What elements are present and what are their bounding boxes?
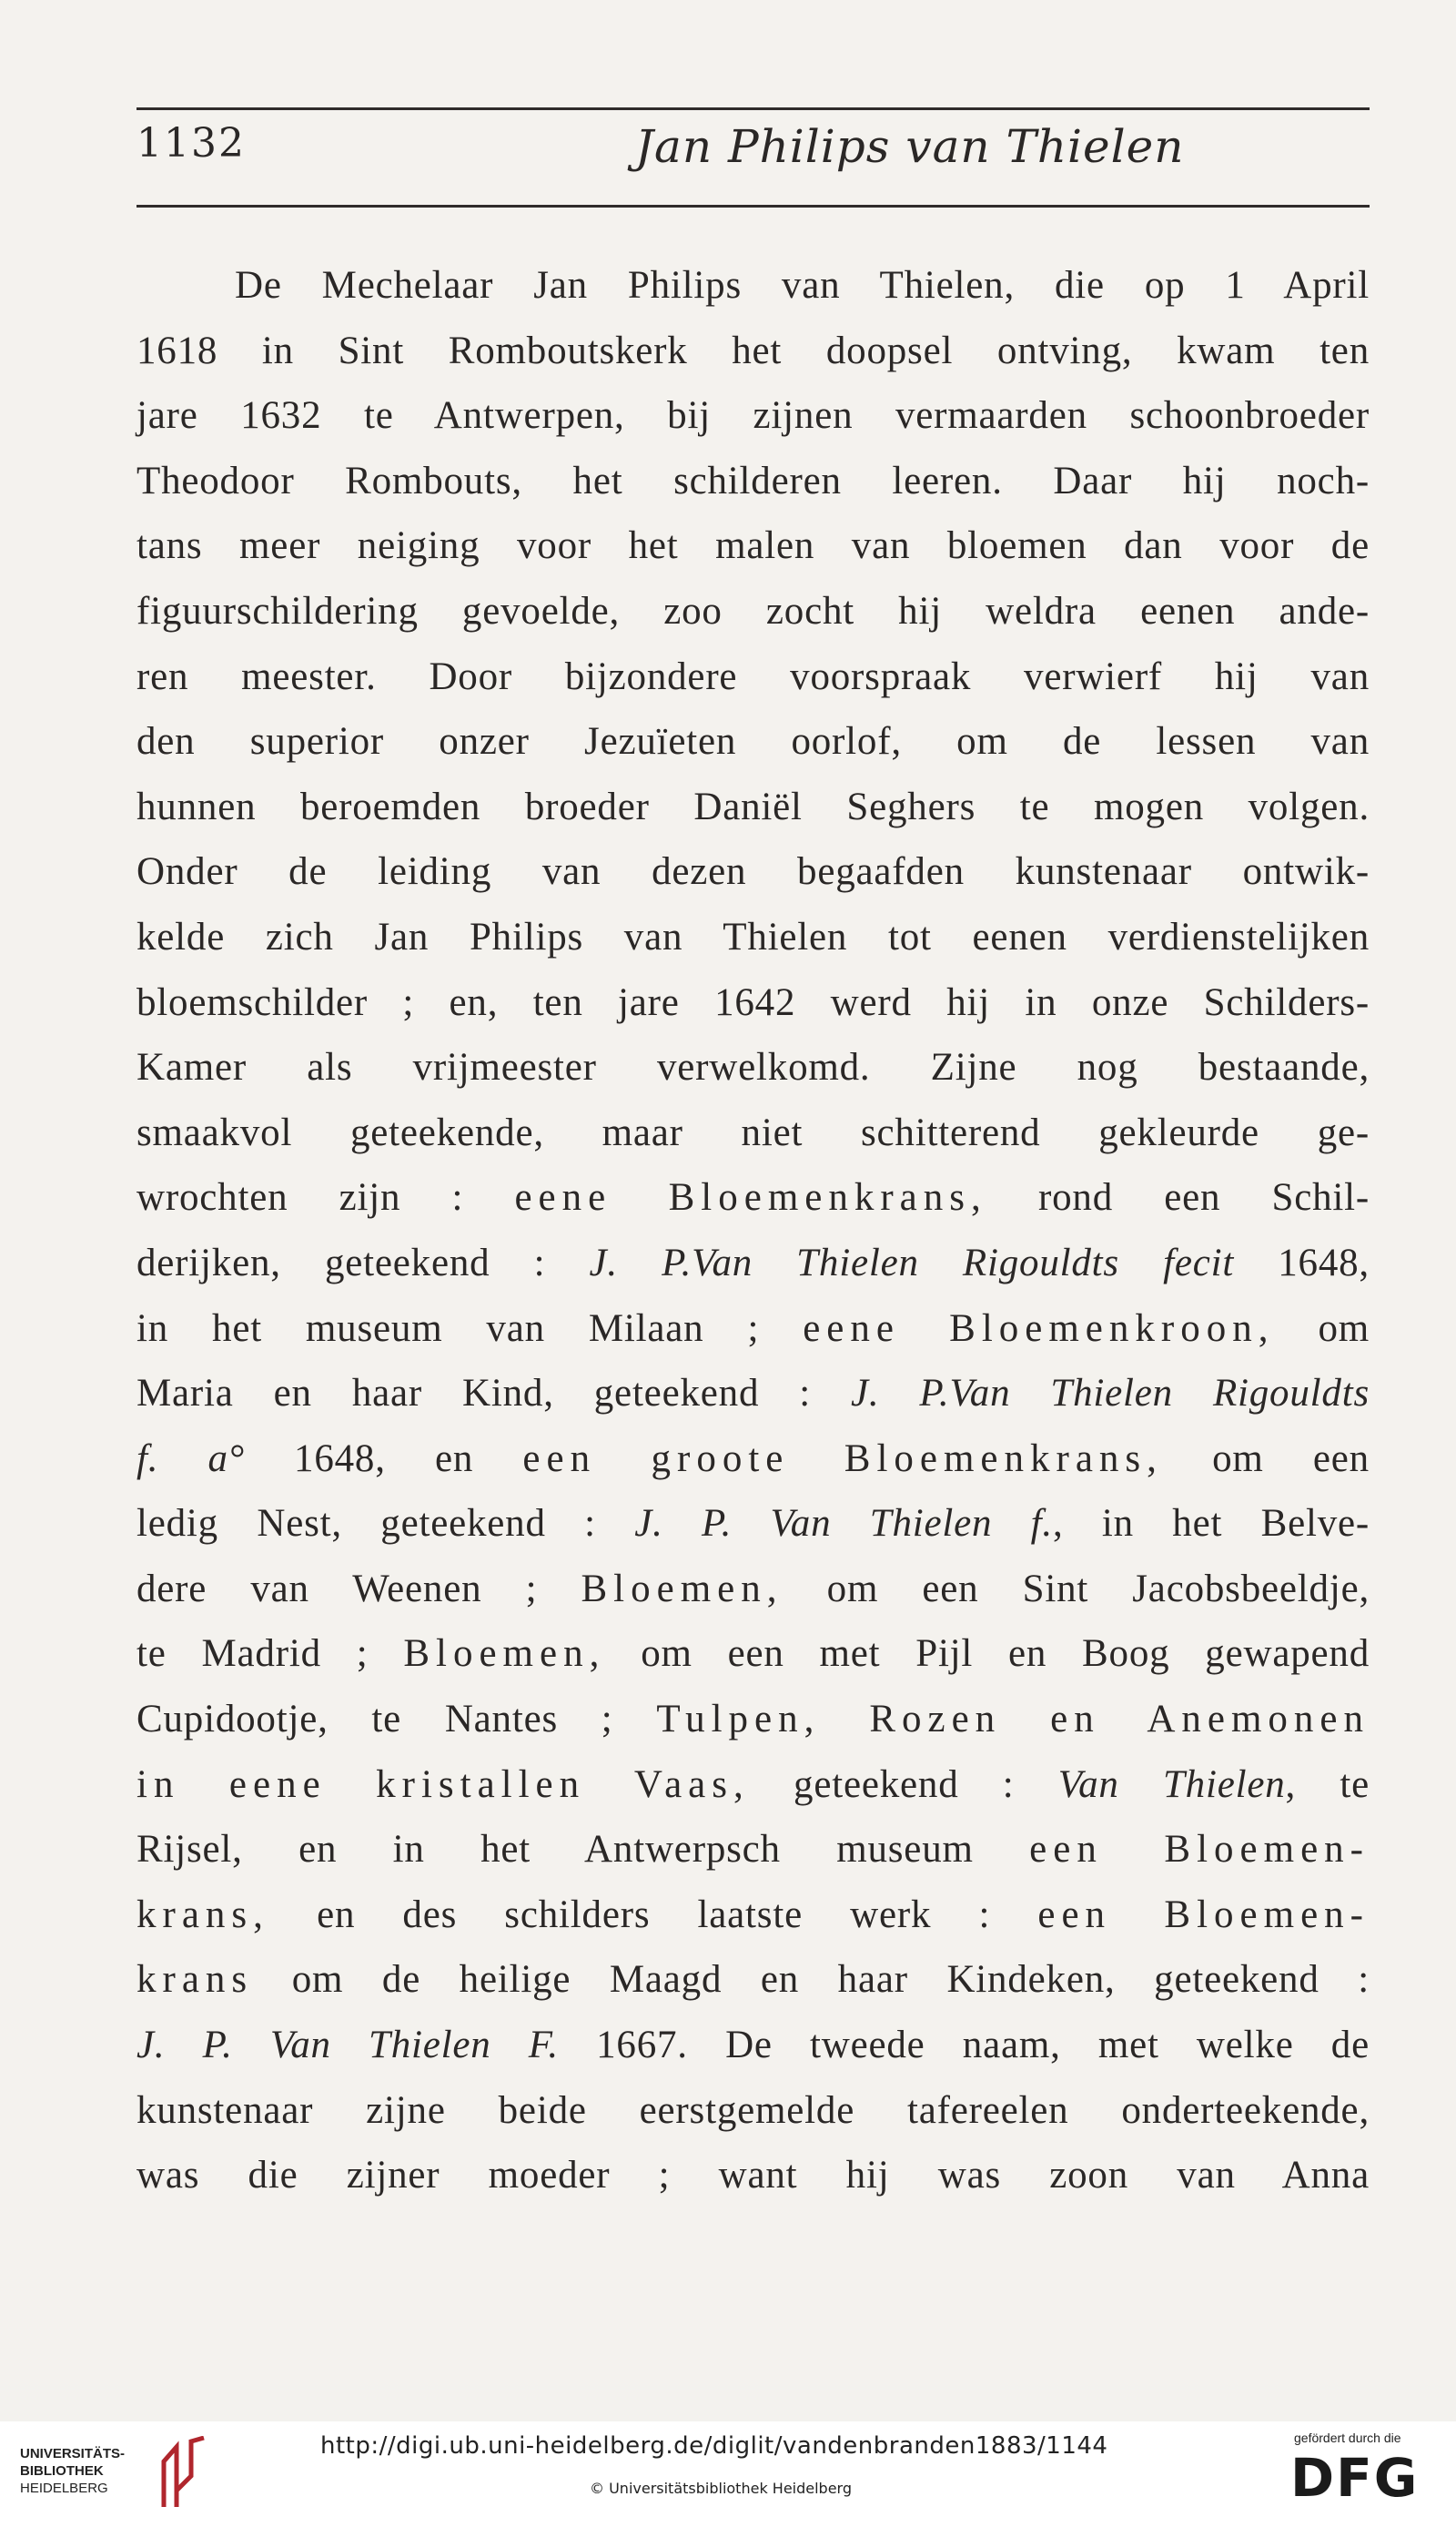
text-line (136, 1231, 1370, 1296)
spaced-title: krans, (136, 1893, 269, 1936)
text-line: ren meester. Door bijzondere voorspraak verwierf hij van (136, 655, 1370, 698)
text-run: rond een Schil- (1037, 1176, 1370, 1220)
text-run: Maria en haar Kind, geteekend : (136, 1372, 811, 1416)
signature-italic: J. P. Van Thielen F. (136, 2024, 559, 2067)
text-run: te Madrid ; (136, 1632, 369, 1676)
text-line (136, 1296, 1370, 1362)
text-line: Theodoor Rombouts, het schilderen leeren. Daar hij noch- (136, 459, 1370, 502)
text-run: om een Sint Jacobsbeeldje, (826, 1567, 1370, 1610)
signature-italic: J. P. Van Thielen f. (634, 1502, 1053, 1546)
spaced-title: een groote Bloemenkrans, (522, 1436, 1163, 1480)
signature-italic: Van Thielen (1057, 1762, 1286, 1806)
text-line: figuurschildering gevoelde, zoo zocht hij weldra eenen ande- (136, 589, 1370, 633)
text-run: derijken, geteekend : (136, 1241, 546, 1284)
text-line: hunnen beroemden broeder Daniël Seghers te mogen volgen. (136, 785, 1370, 828)
spaced-title: een Bloemen- (1037, 1893, 1370, 1936)
spaced-title: krans (136, 1958, 254, 2002)
text-run: wrochten zijn : (136, 1176, 464, 1220)
logo-text (20, 2445, 125, 2497)
spaced-title: Bloemen, (581, 1567, 784, 1610)
text-line: bloemschilder ; en, ten jare 1642 werd hij in onze Schilders- (136, 980, 1370, 1024)
spaced-title: een Bloemen- (1029, 1828, 1370, 1872)
text-line (136, 1491, 1370, 1557)
text-line (136, 1557, 1370, 1622)
text-run: om een met Pijl en Boog gewapend (641, 1632, 1370, 1676)
dfg-logo (1272, 2431, 1445, 2518)
text-run: , te (1285, 1762, 1370, 1806)
text-line: De Mechelaar Jan Philips van Thielen, die op 1 April (235, 264, 1370, 307)
text-run: Rijsel, en in het Antwerpsch museum (136, 1828, 974, 1872)
text-run: om de heilige Maagd en haar Kindeken, geteekend : (291, 1958, 1370, 2002)
page-header (136, 120, 1370, 189)
text-line: kunstenaar zijne beide eerstgemelde tafereelen onderteekende, (136, 2088, 1370, 2132)
university-library-logo (20, 2432, 211, 2509)
text-run: om (1318, 1306, 1370, 1350)
header-rule-top (136, 107, 1370, 110)
text-run: geteekend : (794, 1762, 1015, 1806)
dfg-mark: DFG (1290, 2447, 1420, 2509)
text-line (136, 1165, 1370, 1231)
text-line: Onder de leiding van dezen begaafden kunstenaar ontwik- (136, 850, 1370, 894)
text-line: kelde zich Jan Philips van Thielen tot eenen verdienstelijken (136, 915, 1370, 959)
text-line: 1618 in Sint Romboutskerk het doopsel ontving, kwam ten (136, 329, 1370, 372)
logo-line: BIBLIOTHEK (20, 2463, 104, 2479)
signature-italic: J. P.Van Thielen Rigouldts fecit (589, 1241, 1235, 1284)
body-text (136, 253, 1370, 2208)
spaced-title: Tulpen, Rozen en Anemonen (656, 1698, 1370, 1741)
logo-line: UNIVERSITÄTS- (20, 2446, 126, 2461)
text-run: dere van Weenen ; (136, 1567, 538, 1610)
dfg-label: gefördert durch die (1294, 2431, 1401, 2445)
text-line (136, 1687, 1370, 1752)
running-title: Jan Philips van Thielen (635, 120, 1185, 173)
text-line (136, 1426, 1370, 1492)
text-run: 1648, en (294, 1436, 474, 1480)
spaced-title: eene Bloemenkroon, (803, 1306, 1275, 1350)
text-line (136, 1817, 1370, 1883)
text-line: Kamer als vrijmeester verwelkomd. Zijne nog bestaande, (136, 1046, 1370, 1090)
logo-line: HEIDELBERG (20, 2481, 108, 2496)
text-line (136, 1883, 1370, 1948)
signature-italic: J. P.Van Thielen Rigouldts (850, 1372, 1370, 1416)
spaced-title: in eene kristallen Vaas, (136, 1762, 750, 1806)
text-line (136, 1947, 1370, 2013)
text-line: jare 1632 te Antwerpen, bij zijnen vermaarden schoonbroeder (136, 394, 1370, 438)
digitization-footer (0, 2421, 1456, 2527)
text-run: 1667. De tweede naam, met welke de (596, 2024, 1370, 2067)
source-url-link[interactable]: http://digi.ub.uni-heidelberg.de/diglit/vandenbranden1883/1144 (320, 2432, 1108, 2460)
text-line (136, 2013, 1370, 2078)
spaced-title: Bloemen, (403, 1632, 606, 1676)
text-run: in het museum van Milaan ; (136, 1306, 760, 1350)
copyright-notice: © Universitätsbibliothek Heidelberg (590, 2480, 853, 2497)
page-number: 1132 (136, 120, 246, 167)
text-line: was die zijner moeder ; want hij was zoon van Anna (136, 2154, 1370, 2197)
text-run: , in het Belve- (1052, 1502, 1370, 1546)
signature-italic: f. a° (136, 1436, 245, 1480)
text-run: 1648, (1278, 1241, 1370, 1284)
spaced-title: eene Bloemenkrans, (514, 1176, 987, 1220)
text-line: tans meer neiging voor het malen van bloemen dan voor de (136, 524, 1370, 568)
text-line (136, 1361, 1370, 1426)
text-run: en des schilders laatste werk : (317, 1893, 991, 1936)
text-run: om een (1212, 1436, 1370, 1480)
text-run: ledig Nest, geteekend : (136, 1502, 596, 1546)
text-run: Cupidootje, te Nantes ; (136, 1698, 613, 1741)
library-emblem-icon (157, 2436, 211, 2509)
text-line (136, 1621, 1370, 1687)
header-rule-bottom (136, 205, 1370, 208)
text-line: den superior onzer Jezuïeten oorlof, om de lessen van (136, 720, 1370, 764)
text-line (136, 1752, 1370, 1818)
text-line: smaakvol geteekende, maar niet schitterend gekleurde ge- (136, 1111, 1370, 1154)
